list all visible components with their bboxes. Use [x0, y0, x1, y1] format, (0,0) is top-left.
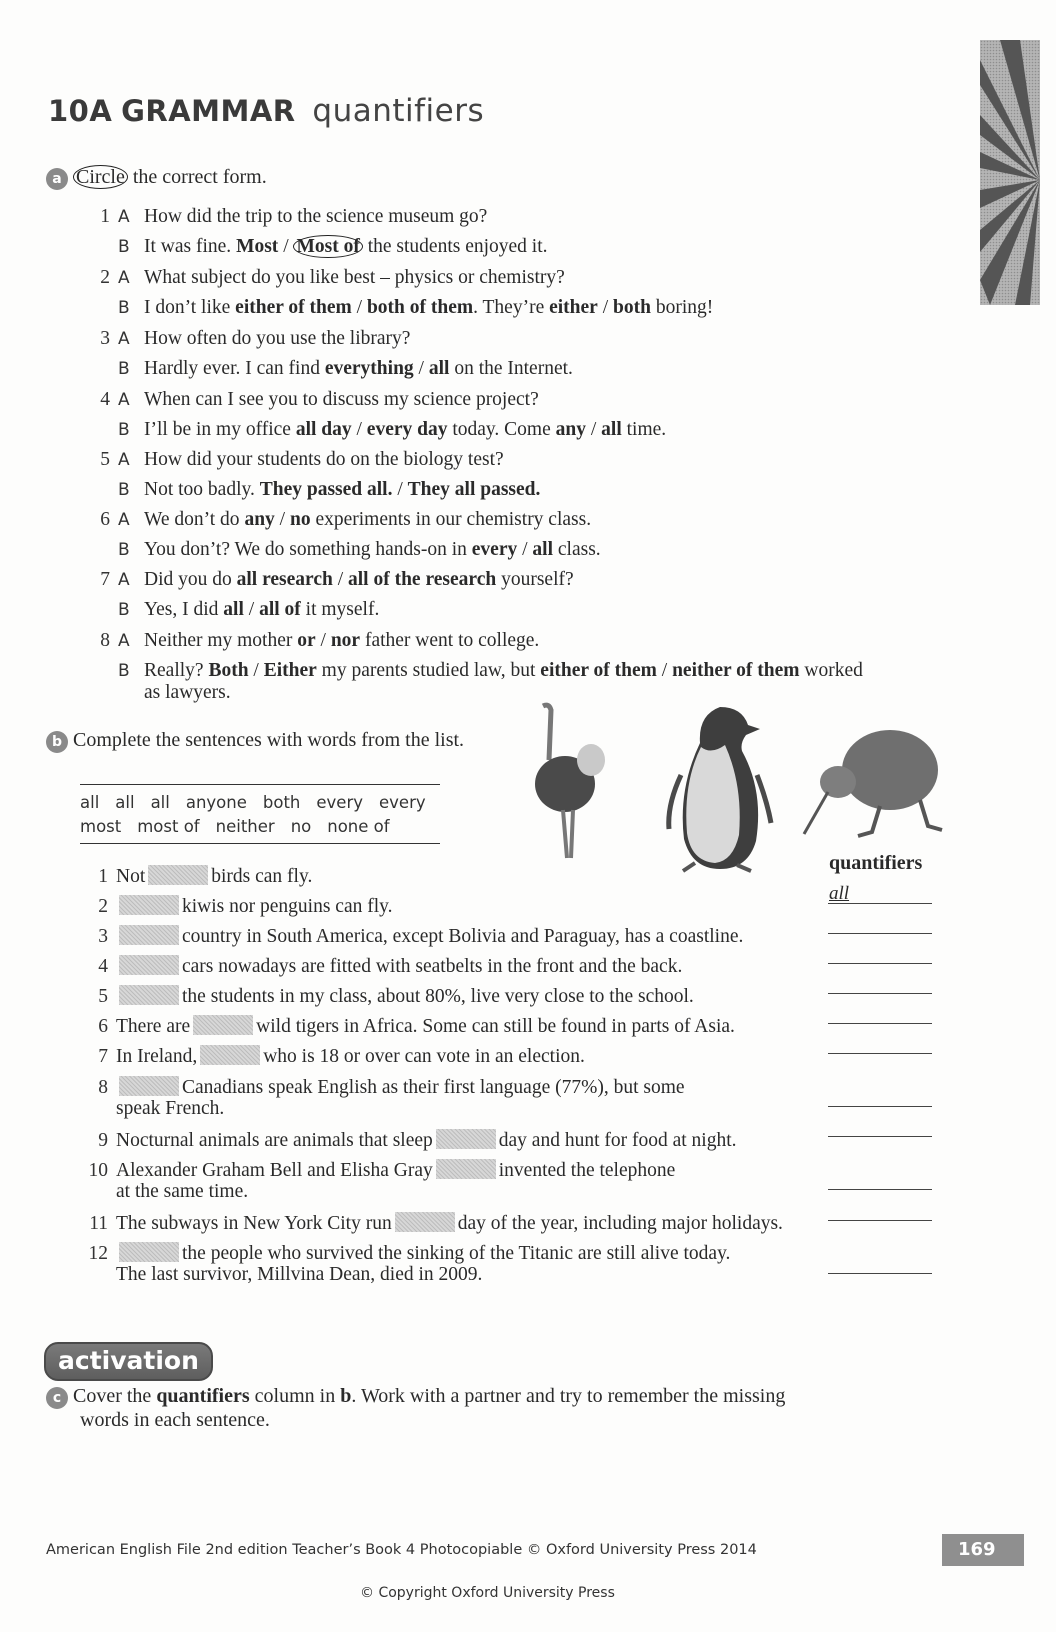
- exercise-b-sentence: [84, 1129, 737, 1152]
- answer-option[interactable]: no: [289, 509, 311, 530]
- answer-option[interactable]: Either: [263, 660, 317, 681]
- answer-option[interactable]: either of them: [540, 660, 657, 681]
- sentence-text: /: [585, 419, 602, 440]
- sentence-continuation: The last survivor, Millvina Dean, died in 2009.: [116, 1264, 483, 1285]
- sentence-continuation: speak French.: [116, 1098, 225, 1119]
- exercise-a-line-a: [86, 267, 565, 289]
- answer-line[interactable]: [828, 1023, 932, 1024]
- answer-line[interactable]: [828, 993, 932, 994]
- sentence-text: it myself.: [300, 599, 380, 620]
- speaker-b: B: [118, 237, 130, 257]
- answer-option[interactable]: every: [471, 539, 518, 560]
- sentence-text: /: [274, 509, 290, 530]
- exercise-c: [46, 1385, 785, 1432]
- exercise-c-bold: quantifiers: [156, 1385, 250, 1407]
- sentence-text: It was fine.: [144, 236, 237, 257]
- answer-option[interactable]: any: [555, 419, 586, 440]
- answer-option[interactable]: all day: [295, 419, 352, 440]
- answer-option[interactable]: They all passed.: [407, 479, 541, 500]
- item-number: 8: [100, 630, 110, 651]
- exercise-a-line-b: [118, 660, 863, 682]
- sentence-text: /: [332, 569, 349, 590]
- exercise-b-text: Complete the sentences with words from the list.: [73, 729, 465, 751]
- sentence-text: Neither my mother: [144, 630, 298, 651]
- sentence-text: The subways in New York City run: [116, 1213, 392, 1234]
- sentence-text: my parents studied law, but: [316, 660, 541, 681]
- sentence-text: time.: [621, 419, 667, 440]
- ostrich-image: [525, 702, 620, 862]
- word-list-box: [80, 784, 440, 844]
- sentence-text: /: [392, 479, 408, 500]
- exercise-a-line-a: [86, 449, 504, 471]
- item-number: 3: [98, 926, 108, 947]
- exercise-a-line-b: [118, 358, 573, 380]
- answer-line[interactable]: [828, 1189, 932, 1190]
- word-list-item: neither: [215, 817, 275, 836]
- speaker-a: A: [118, 329, 130, 349]
- sentence-text: Canadians speak English as their first language (77%), but some: [182, 1077, 685, 1098]
- exercise-a-line-b: [118, 599, 379, 621]
- answer-line[interactable]: [828, 1106, 932, 1107]
- exercise-b-sentence: [84, 1015, 735, 1038]
- blank-gap: [119, 985, 179, 1005]
- answer-line[interactable]: [828, 903, 932, 904]
- answer-option[interactable]: any: [244, 509, 275, 530]
- item-number: 5: [98, 986, 108, 1007]
- sentence-text: Not too badly.: [144, 479, 260, 500]
- sentence-text: the students in my class, about 80%, live very close to the school.: [182, 986, 694, 1007]
- exercise-b-sentence: [84, 1045, 585, 1068]
- exercise-b-sentence: [84, 1242, 730, 1265]
- answer-option[interactable]: either of them: [235, 297, 352, 318]
- speaker-b: B: [118, 540, 130, 560]
- exercise-a-line-b: [118, 297, 713, 319]
- instruction-text: the correct form.: [127, 166, 267, 188]
- page-title: [48, 93, 484, 130]
- answer-line[interactable]: [828, 1220, 932, 1221]
- sentence-text: /: [597, 297, 614, 318]
- word-list-item: none of: [327, 817, 390, 836]
- sentence-text: cars nowadays are fitted with seatbelts in the front and the back.: [182, 956, 683, 977]
- blank-gap: [193, 1015, 253, 1035]
- item-number: 3: [100, 328, 110, 349]
- exercise-a-line-a: [86, 206, 487, 228]
- item-number: 10: [88, 1160, 108, 1181]
- footer-book: American English File 2nd edition Teacher’s Book 4: [46, 1542, 416, 1558]
- exercise-a-line-b: [118, 236, 548, 258]
- answer-line[interactable]: [828, 1136, 932, 1137]
- sentence-text: /: [517, 539, 533, 560]
- sentence-text: /: [351, 419, 367, 440]
- sentence-text: invented the telephone: [498, 1160, 676, 1181]
- answer-line[interactable]: [828, 963, 932, 964]
- word-list-item: all: [150, 793, 170, 812]
- exercise-a-line-a: [86, 389, 539, 411]
- item-number: 8: [98, 1077, 108, 1098]
- word-list-item: all: [115, 793, 135, 812]
- word-list-item: most of: [137, 817, 200, 836]
- sentence-text: who is 18 or over can vote in an election.: [263, 1046, 585, 1067]
- blank-gap: [200, 1045, 260, 1065]
- word-list-row: [80, 815, 440, 839]
- item-number: 12: [88, 1243, 108, 1264]
- exercise-b-sentence: [84, 985, 694, 1008]
- answer-line[interactable]: [828, 1273, 932, 1274]
- sentence-text: Hardly ever. I can find: [144, 358, 325, 379]
- item-number: 1: [98, 866, 108, 887]
- circle-word: Circle: [73, 165, 128, 189]
- exercise-b-sentence: [84, 1159, 675, 1182]
- sentence-text: experiments in our chemistry class.: [310, 509, 592, 530]
- sentence-text: How did the trip to the science museum go?: [144, 206, 488, 227]
- sentence-text: What subject do you like best – physics or chemistry?: [144, 267, 565, 288]
- word-list-item: most: [80, 817, 122, 836]
- blank-gap: [148, 865, 208, 885]
- answer-option[interactable]: both: [613, 297, 651, 318]
- exercise-c-text: column in: [249, 1385, 341, 1407]
- speaker-a: A: [118, 570, 130, 590]
- footer-credits: [46, 1542, 757, 1558]
- sunburst-decoration: [980, 40, 1040, 305]
- blank-gap: [119, 955, 179, 975]
- exercise-b-instruction: [46, 729, 464, 753]
- speaker-b: B: [118, 359, 130, 379]
- answer-option[interactable]: every day: [366, 419, 448, 440]
- sentence-text: father went to college.: [360, 630, 540, 651]
- answer-option[interactable]: or: [297, 630, 316, 651]
- sentence-text: Did you do: [144, 569, 237, 590]
- sentence-text: /: [278, 236, 294, 257]
- answer-option[interactable]: all research: [236, 569, 333, 590]
- word-list-item: anyone: [185, 793, 247, 812]
- sentence-text: on the Internet.: [449, 358, 573, 379]
- word-list-item: every: [316, 793, 364, 812]
- sentence-text: /: [315, 630, 331, 651]
- answer-option[interactable]: all: [428, 358, 450, 379]
- sentence-text: the people who survived the sinking of the Titanic are still alive today.: [182, 1243, 731, 1264]
- exercise-a-line-b: [118, 479, 540, 501]
- answer-option[interactable]: They passed all.: [259, 479, 393, 500]
- exercise-c-badge: c: [46, 1387, 68, 1409]
- speaker-b: B: [118, 661, 130, 681]
- item-number: 7: [100, 569, 110, 590]
- sentence-text: /: [248, 660, 264, 681]
- answer-option[interactable]: either: [549, 297, 598, 318]
- exercise-a-line-a: [86, 509, 591, 531]
- exercise-b-sentence: [84, 925, 743, 948]
- answer-option[interactable]: all of: [259, 599, 301, 620]
- answer-option[interactable]: Both: [208, 660, 249, 681]
- word-list-row: [80, 791, 440, 815]
- speaker-b: B: [118, 480, 130, 500]
- section-name: GRAMMAR: [121, 94, 296, 128]
- sentence-text: kiwis nor penguins can fly.: [182, 896, 393, 917]
- sentence-text: Nocturnal animals are animals that sleep: [116, 1130, 433, 1151]
- answer-option[interactable]: all: [223, 599, 244, 620]
- sentence-text: I’ll be in my office: [144, 419, 296, 440]
- sentence-text: birds can fly.: [211, 866, 313, 887]
- exercise-b-sentence: [84, 1212, 783, 1235]
- topic-name: quantifiers: [312, 93, 485, 129]
- activation-banner: activation: [44, 1342, 213, 1381]
- blank-gap: [119, 1242, 179, 1262]
- sentence-continuation: at the same time.: [116, 1181, 249, 1202]
- footer-rights: Photocopiable © Oxford University Press 2014: [419, 1542, 757, 1558]
- speaker-a: A: [118, 390, 130, 410]
- sentence-text: /: [243, 599, 260, 620]
- exercise-a-line-a: [86, 569, 574, 591]
- exercise-c-line2: words in each sentence.: [80, 1409, 270, 1431]
- sentence-text: You don’t? We do something hands-on in: [144, 539, 472, 560]
- item-number: 4: [100, 389, 110, 410]
- word-list-item: no: [290, 817, 312, 836]
- sentence-text: the students enjoyed it.: [362, 236, 548, 257]
- sentence-text: Really?: [144, 660, 209, 681]
- exercise-b-sentence: [84, 895, 393, 918]
- sentence-text: Alexander Graham Bell and Elisha Gray: [116, 1160, 433, 1181]
- sentence-text: /: [351, 297, 367, 318]
- answer-option[interactable]: everything: [324, 358, 414, 379]
- word-list-item: every: [379, 793, 426, 812]
- sentence-text: There are: [116, 1016, 191, 1037]
- item-number: 9: [98, 1130, 108, 1151]
- blank-gap: [436, 1129, 496, 1149]
- speaker-b: B: [118, 420, 130, 440]
- item-number: 2: [98, 896, 108, 917]
- answer-option[interactable]: all: [532, 539, 554, 560]
- word-list-item: all: [80, 793, 100, 812]
- exercise-a-badge: a: [46, 168, 68, 190]
- exercise-c-bold: b: [340, 1385, 352, 1407]
- kiwi-image: [800, 720, 950, 840]
- sentence-text: Yes, I did: [144, 599, 224, 620]
- example-answer: all: [829, 883, 850, 904]
- sentence-text: . They’re: [473, 297, 550, 318]
- exercise-a-line-b: [118, 419, 666, 441]
- sentence-text: country in South America, except Bolivia and Paraguay, has a coastline.: [182, 926, 744, 947]
- speaker-a: A: [118, 207, 130, 227]
- sentence-continuation: as lawyers.: [144, 682, 231, 703]
- sentence-text: Not: [116, 866, 146, 887]
- sentence-text: In Ireland,: [116, 1046, 198, 1067]
- speaker-b: B: [118, 298, 130, 318]
- blank-gap: [119, 895, 179, 915]
- exercise-b-sentence: [84, 955, 682, 978]
- item-number: 2: [100, 267, 110, 288]
- answer-line[interactable]: [828, 933, 932, 934]
- answer-option[interactable]: Most: [236, 236, 279, 257]
- speaker-a: A: [118, 450, 130, 470]
- sentence-text: How often do you use the library?: [144, 328, 411, 349]
- exercise-b-sentence: [84, 1076, 685, 1099]
- unit-code: 10A: [48, 94, 113, 128]
- item-number: 5: [100, 449, 110, 470]
- item-number: 4: [98, 956, 108, 977]
- blank-gap: [119, 1076, 179, 1096]
- item-number: 1: [100, 206, 110, 227]
- answer-option[interactable]: all of the research: [348, 569, 497, 590]
- penguin-image: [665, 705, 775, 880]
- sentence-text: worked: [799, 660, 863, 681]
- speaker-a: A: [118, 510, 130, 530]
- quantifiers-column-header: quantifiers: [829, 852, 923, 874]
- sentence-text: yourself?: [496, 569, 574, 590]
- exercise-a-line-b: [118, 539, 601, 561]
- exercise-b-badge: b: [46, 731, 68, 753]
- speaker-a: A: [118, 268, 130, 288]
- answer-option[interactable]: both of them: [366, 297, 474, 318]
- speaker-b: B: [118, 600, 130, 620]
- item-number: 6: [98, 1016, 108, 1037]
- answer-option[interactable]: nor: [330, 630, 361, 651]
- sentence-text: day of the year, including major holidays.: [457, 1213, 783, 1234]
- sentence-text: /: [656, 660, 673, 681]
- sentence-text: boring!: [650, 297, 714, 318]
- sentence-text: class.: [553, 539, 601, 560]
- word-list-item: both: [262, 793, 301, 812]
- exercise-a-line-a: [86, 630, 539, 652]
- exercise-c-text: . Work with a partner and try to remember the missing: [351, 1385, 786, 1407]
- blank-gap: [395, 1212, 455, 1232]
- answer-line[interactable]: [828, 1053, 932, 1054]
- copyright-notice: © Copyright Oxford University Press: [360, 1585, 615, 1601]
- answer-option[interactable]: neither of them: [672, 660, 800, 681]
- sentence-text: I don’t like: [144, 297, 236, 318]
- blank-gap: [436, 1159, 496, 1179]
- blank-gap: [119, 925, 179, 945]
- sentence-text: /: [413, 358, 429, 379]
- sentence-text: When can I see you to discuss my science project?: [144, 389, 539, 410]
- speaker-a: A: [118, 631, 130, 651]
- exercise-a-instruction: [46, 166, 267, 190]
- sentence-text: How did your students do on the biology test?: [144, 449, 504, 470]
- sentence-text: wild tigers in Africa. Some can still be found in parts of Asia.: [256, 1016, 735, 1037]
- answer-option[interactable]: all: [601, 419, 622, 440]
- page-number: 169: [942, 1534, 1024, 1566]
- sentence-text: We don’t do: [144, 509, 245, 530]
- item-number: 11: [89, 1213, 108, 1234]
- circled-answer[interactable]: Most of: [293, 235, 362, 258]
- item-number: 6: [100, 509, 110, 530]
- item-number: 7: [98, 1046, 108, 1067]
- sentence-text: day and hunt for food at night.: [498, 1130, 737, 1151]
- exercise-a-line-a: [86, 328, 410, 350]
- exercise-b-sentence: [84, 865, 312, 888]
- exercise-c-text: Cover the: [73, 1385, 157, 1407]
- sentence-text: today. Come: [447, 419, 556, 440]
